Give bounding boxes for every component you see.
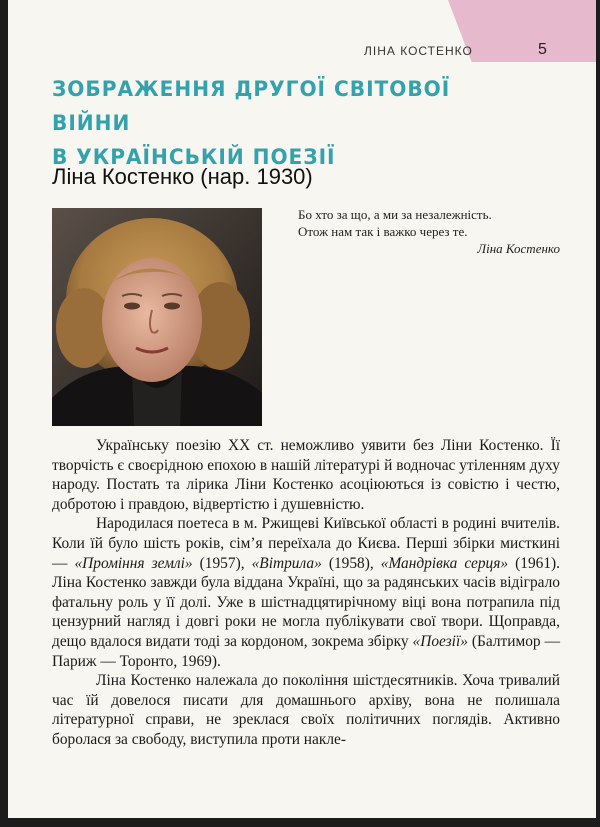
paragraph-2-text: (1958), xyxy=(321,554,381,572)
paragraph-2-text: (1961). Ліна Костенко завжди була віддана Україні, що за радянських часів відіграло фатальну роль у її долі. Уже в шістнадцятирічному віці вона потрапила під цензурний нагляд і довгі роки не могла публікувати свої твори. Щоправда, дещо вдалося видати тоді за кордоном, зокрема збірку xyxy=(52,554,561,650)
chapter-title-line-2: В УКРАЇНСЬКІЙ ПОЕЗІЇ xyxy=(52,145,336,169)
author-portrait-photo xyxy=(52,208,262,426)
epigraph xyxy=(298,206,560,257)
book-title: «Поезії» xyxy=(412,632,468,650)
author-heading: Ліна Костенко (нар. 1930) xyxy=(52,164,313,189)
paragraph-2-text: Народилася поетеса в м. Ржищеві Київської області в родині вчителів. Коли їй було шість років, сім’я переїхала до Києва. Перші збірки мисткині — xyxy=(52,515,560,572)
epigraph-line-2: Отож нам так і важко через те. xyxy=(298,224,468,239)
book-title: «Мандрівка серця» xyxy=(380,554,509,572)
paragraph-2-text: (Балтимор — Париж — Торонто, 1969). xyxy=(52,632,560,670)
page-number: 5 xyxy=(538,41,547,58)
paragraph-2-text: (1957), xyxy=(192,554,252,572)
chapter-title-line-1: ЗОБРАЖЕННЯ ДРУГОЇ СВІТОВОЇ ВІЙНИ xyxy=(52,77,451,135)
epigraph-author: Ліна Костенко xyxy=(477,241,560,256)
book-title: «Проміння землі» xyxy=(74,554,193,572)
epigraph-line-1: Бо хто за що, а ми за незалежність. xyxy=(298,207,492,222)
chapter-title xyxy=(52,72,532,174)
paragraph-2 xyxy=(52,514,560,671)
paragraph-1: Українську поезію XX ст. неможливо уявити без Ліни Костенко. Її творчість є своєрідною епохою в нашій літературі й водночас утіленням духу народу. Постать та лірика Ліни Костенко асоціюються із совістю і честю, добротою і правдою, відвертістю і душевністю. xyxy=(52,437,560,513)
running-title: ЛІНА КОСТЕНКО xyxy=(364,44,473,58)
book-title: «Вітрила» xyxy=(251,554,322,572)
book-page xyxy=(8,0,596,818)
paragraph-3: Ліна Костенко належала до покоління шістдесятників. Хоча тривалий час їй довелося писати для домашнього архіву, вона не полишала літературної справи, не зреклася своїх політичних поглядів. Активно боролася за свободу, виступила проти накле- xyxy=(52,672,560,748)
body-text xyxy=(52,436,560,750)
